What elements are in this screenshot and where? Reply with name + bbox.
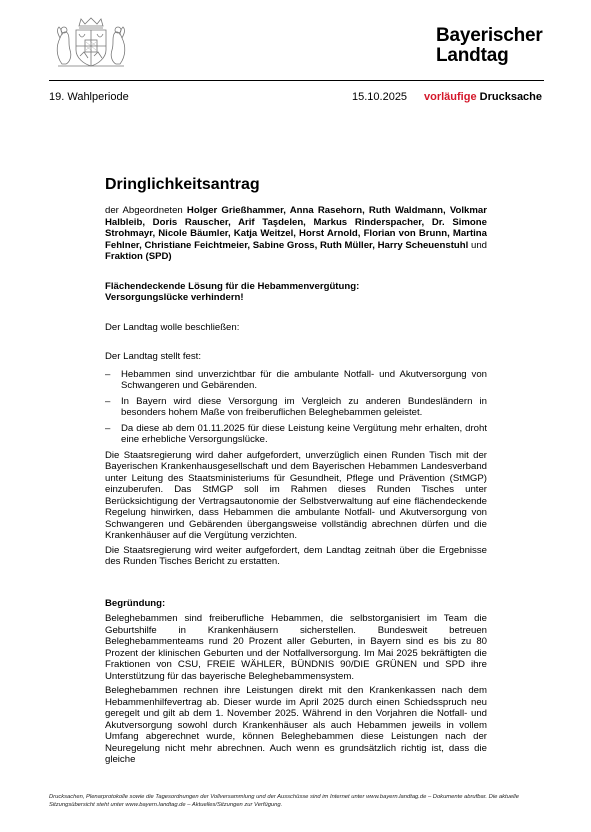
dash-marker: – — [105, 368, 111, 380]
demand-paragraph: Die Staatsregierung wird daher aufgefordert, unverzüglich einen Runden Tisch mit der Bayerischen Krankenhausgesellschaft und dem Bayerischen Hebammen Landesverband unter Leitung des Staatsministeriums für Gesundheit, Pflege und Prävention (StMGP) einzuberufen. Das StMGP soll im Rahmen dieses Runden Tisches unter Berücksichtigung der Vertragsautonomie der Selbstverwaltung auf eine flächendeckende Regelung hinwirken, dass Hebammen die ambulante Notfall- und Akutversorgung von Schwangeren und Gebärenden übergangsweise vollständig abrechnen dürfen und die Krankenhäuser auf die Vergütung verzichten. — [105, 449, 487, 541]
authors-line — [105, 205, 487, 263]
authors-conj: und — [471, 239, 488, 251]
findings-list — [105, 369, 487, 446]
document-status — [424, 91, 542, 104]
findings-item — [105, 423, 487, 446]
demand-paragraph: Die Staatsregierung wird weiter aufgefordert, dem Landtag zeitnah über die Ergebnisse des Runden Tisches Bericht zu erstatten. — [105, 544, 487, 567]
reasoning-title: Begründung: — [105, 597, 166, 609]
findings-item — [105, 369, 487, 392]
resolve-line: Der Landtag wolle beschließen: — [105, 321, 240, 333]
reasoning-paragraph: Beleghebammen sind freiberufliche Hebammen, die selbstorganisiert im Team die Geburtshilfe in Krankenhäusern sicherstellen. Bundesweit betreuen Beleghebammenteams rund 20 Prozent aller Geburten, in Bayern sind es bis zu 80 Prozent der klinischen Geburten und der Notfallversorgung. Im Mai 2025 bekräftigten die Fraktionen von CSU, FREIE WÄHLER, BÜNDNIS 90/DIE GRÜNEN und SPD ihre Unterstützung für das bayerische Beleghebammensystem. — [105, 613, 487, 682]
findings-intro: Der Landtag stellt fest: — [105, 351, 201, 362]
dash-marker: – — [105, 422, 111, 434]
findings-item-text: Hebammen sind unverzichtbar für die ambulante Notfall- und Akutversorgung von Schwangeren und Gebärenden. — [121, 368, 487, 391]
authors-faction: Fraktion (SPD) — [105, 251, 172, 262]
authors-names: Holger Grießhammer, Anna Rasehorn, Ruth Waldmann, Volkmar Halbleib, Doris Rauscher, Arif Taşdelen, Markus Rinderspacher, Dr. Simone Strohmayr, Nicole Bäumler, Katja Weitzel, Horst Arnold, Florian von Brunn, Martina Fehlner, Christiane Feichtmeier, Sabine Gross, Ruth Müller, Harry Scheuenstuhl — [105, 205, 487, 251]
brand-wordmark — [436, 26, 543, 66]
electoral-period: 19. Wahlperiode — [49, 91, 129, 103]
dash-marker: – — [105, 395, 111, 407]
reasoning-paragraph: Beleghebammen rechnen ihre Leistungen direkt mit den Krankenkassen nach dem Hebammenhilfevertrag ab. Dieser wurde im April 2025 durch einen Schiedsspruch neu geregelt und gilt ab dem 1. November 2025. Während in den Vorjahren die Notfall- und Akutversorgung sowohl durch Krankenhäuser als auch Hebammen jeweils in vollem Umfang abgerechnet wurde, können Beleghebammen diese Leistungen nach der Neuregelung nicht mehr abrechnen. Auch wenn es grundsätzlich richtig ist, dass die gleiche — [105, 685, 487, 765]
page-footer: Drucksachen, Plenarprotokolle sowie die Tagesordnungen der Vollversammlung und der Ausschüsse sind im Internet unter www.bayern.landtag.de – Dokumente abrufbar. Die aktuelle Sitzungsübersicht steht unter www.bayern.landtag.de – Aktuelles/Sitzungen zur Verfügung. — [49, 794, 519, 808]
brand-line-1: Bayerischer — [436, 25, 543, 46]
status-prefix: vorläufige — [424, 91, 477, 103]
subject-line-1: Flächendeckende Lösung für die Hebammenvergütung: — [105, 280, 360, 292]
findings-item-text: In Bayern wird diese Versorgung im Vergleich zu anderen Bundesländern in besonders hohem Maße von freiberuflichen Beleghebammen geleistet. — [121, 395, 487, 418]
findings-item — [105, 396, 487, 419]
findings-item-text: Da diese ab dem 01.11.2025 für diese Leistung keine Vergütung mehr erhalten, droht eine erhebliche Versorgungslücke. — [121, 422, 487, 445]
status-suffix: Drucksache — [479, 91, 543, 103]
coat-of-arms-logo — [52, 16, 130, 68]
subject-line-2: Versorgungslücke verhindern! — [105, 292, 244, 303]
header-divider — [49, 80, 544, 81]
document-date: 15.10.2025 — [352, 91, 408, 103]
document-body — [105, 175, 487, 766]
authors-prefix: der Abgeordneten — [105, 205, 183, 216]
brand-line-2: Landtag — [436, 45, 509, 66]
document-title: Dringlichkeitsantrag — [105, 176, 260, 193]
